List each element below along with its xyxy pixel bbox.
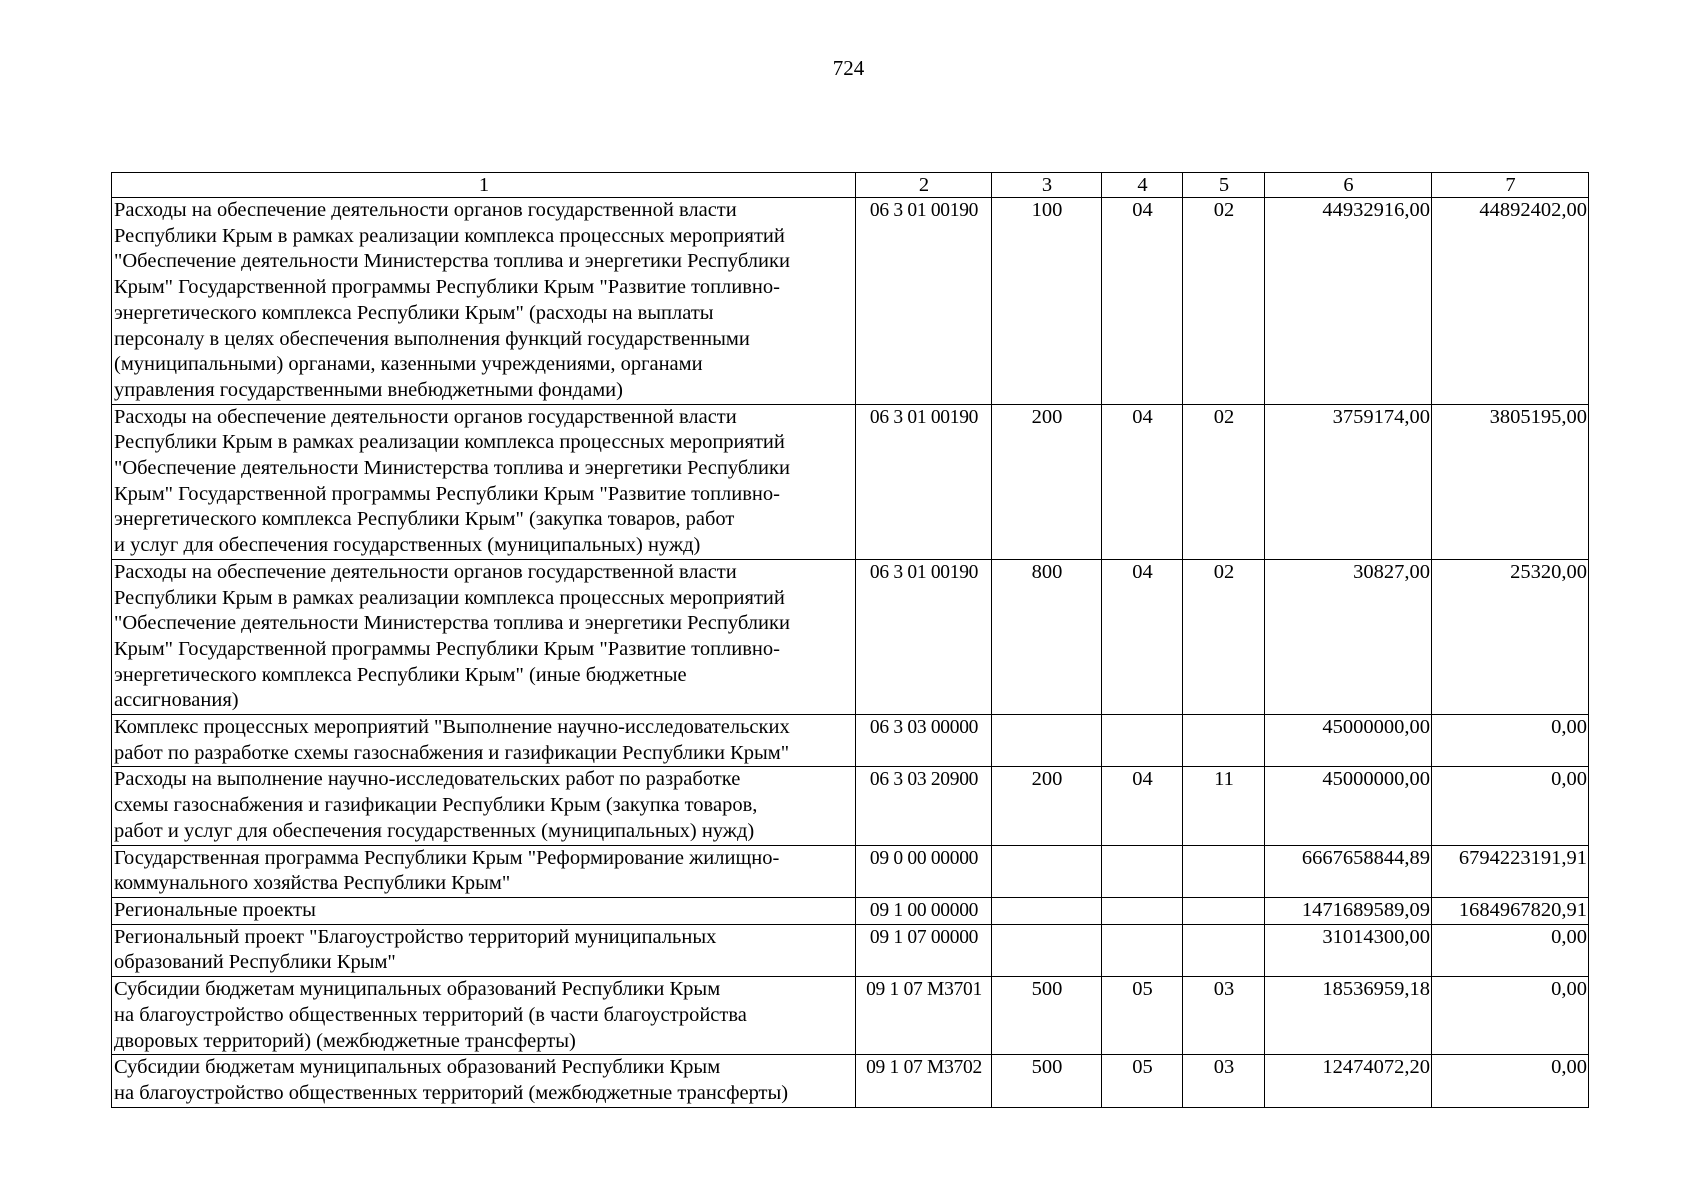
row-section: 05 <box>1102 977 1183 1055</box>
table-row <box>112 845 1589 897</box>
row-amount-col6: 12474072,20 <box>1265 1055 1432 1107</box>
row-expense-type: 800 <box>992 559 1102 714</box>
row-subsection: 11 <box>1183 767 1265 845</box>
row-description: Расходы на обеспечение деятельности органов государственной власти Республики Крым в рамках реализации комплекса процессных мероприятий "Обеспечение деятельности Министерства топлива и энергетики Республики Крым" Государственной программы Республики Крым "Развитие топливно- энергетического комплекса Республики Крым" (иные бюджетные ассигнования) <box>112 559 856 714</box>
row-section: 04 <box>1102 198 1183 405</box>
row-expense-type <box>992 715 1102 767</box>
row-amount-col6: 30827,00 <box>1265 559 1432 714</box>
column-header: 3 <box>992 173 1102 198</box>
table-row <box>112 924 1589 976</box>
row-section <box>1102 924 1183 976</box>
table-row <box>112 1055 1589 1107</box>
row-target-code: 09 1 00 00000 <box>856 897 992 924</box>
row-target-code: 09 1 07 М3702 <box>856 1055 992 1107</box>
row-description: Региональный проект "Благоустройство территорий муниципальных образований Республики Крым" <box>112 924 856 976</box>
row-amount-col7: 0,00 <box>1432 1055 1589 1107</box>
table-row <box>112 767 1589 845</box>
row-target-code: 06 3 01 00190 <box>856 198 992 405</box>
row-subsection <box>1183 845 1265 897</box>
row-description: Расходы на обеспечение деятельности органов государственной власти Республики Крым в рамках реализации комплекса процессных мероприятий "Обеспечение деятельности Министерства топлива и энергетики Республики Крым" Государственной программы Республики Крым "Развитие топливно- энергетического комплекса Республики Крым" (закупка товаров, работ и услуг для обеспечения государственных (муниципальных) нужд) <box>112 404 856 559</box>
row-subsection <box>1183 924 1265 976</box>
column-header: 1 <box>112 173 856 198</box>
row-description: Комплекс процессных мероприятий "Выполнение научно-исследовательских работ по разработке схемы газоснабжения и газификации Республики Крым" <box>112 715 856 767</box>
row-section: 04 <box>1102 767 1183 845</box>
row-description: Расходы на выполнение научно-исследовательских работ по разработке схемы газоснабжения и газификации Республики Крым (закупка товаров, работ и услуг для обеспечения государственных (муниципальных) нужд) <box>112 767 856 845</box>
row-subsection: 02 <box>1183 198 1265 405</box>
row-target-code: 06 3 01 00190 <box>856 404 992 559</box>
row-description: Субсидии бюджетам муниципальных образований Республики Крым на благоустройство общественных территорий (в части благоустройства дворовых территорий) (межбюджетные трансферты) <box>112 977 856 1055</box>
row-description: Расходы на обеспечение деятельности органов государственной власти Республики Крым в рамках реализации комплекса процессных мероприятий "Обеспечение деятельности Министерства топлива и энергетики Республики Крым" Государственной программы Республики Крым "Развитие топливно- энергетического комплекса Республики Крым" (расходы на выплаты персоналу в целях обеспечения выполнения функций государственными (муниципальными) органами, казенными учреждениями, органами управления государственными внебюджетными фондами) <box>112 198 856 405</box>
column-header: 6 <box>1265 173 1432 198</box>
row-target-code: 06 3 03 00000 <box>856 715 992 767</box>
row-subsection: 02 <box>1183 404 1265 559</box>
row-amount-col7: 1684967820,91 <box>1432 897 1589 924</box>
row-amount-col6: 6667658844,89 <box>1265 845 1432 897</box>
row-amount-col6: 45000000,00 <box>1265 715 1432 767</box>
page-number: 724 <box>832 56 865 80</box>
budget-table <box>111 172 1589 1108</box>
row-amount-col6: 31014300,00 <box>1265 924 1432 976</box>
column-header: 7 <box>1432 173 1589 198</box>
row-amount-col7: 0,00 <box>1432 767 1589 845</box>
row-target-code: 06 3 03 20900 <box>856 767 992 845</box>
row-section <box>1102 715 1183 767</box>
table-row <box>112 977 1589 1055</box>
row-target-code: 09 1 07 М3701 <box>856 977 992 1055</box>
row-amount-col6: 18536959,18 <box>1265 977 1432 1055</box>
row-amount-col7: 6794223191,91 <box>1432 845 1589 897</box>
row-amount-col6: 44932916,00 <box>1265 198 1432 405</box>
table-row <box>112 404 1589 559</box>
row-expense-type: 200 <box>992 767 1102 845</box>
row-section <box>1102 845 1183 897</box>
row-amount-col6: 3759174,00 <box>1265 404 1432 559</box>
header-row <box>112 173 1589 198</box>
row-target-code: 09 0 00 00000 <box>856 845 992 897</box>
row-expense-type: 500 <box>992 1055 1102 1107</box>
table-row <box>112 559 1589 714</box>
column-header: 4 <box>1102 173 1183 198</box>
row-expense-type <box>992 924 1102 976</box>
row-amount-col7: 0,00 <box>1432 977 1589 1055</box>
row-expense-type <box>992 845 1102 897</box>
column-header: 2 <box>856 173 992 198</box>
row-subsection <box>1183 897 1265 924</box>
row-subsection: 02 <box>1183 559 1265 714</box>
row-amount-col7: 0,00 <box>1432 715 1589 767</box>
row-amount-col7: 44892402,00 <box>1432 198 1589 405</box>
row-subsection: 03 <box>1183 977 1265 1055</box>
row-section: 04 <box>1102 404 1183 559</box>
row-subsection: 03 <box>1183 1055 1265 1107</box>
row-expense-type <box>992 897 1102 924</box>
row-expense-type: 100 <box>992 198 1102 405</box>
table-row <box>112 897 1589 924</box>
row-amount-col7: 3805195,00 <box>1432 404 1589 559</box>
row-amount-col7: 0,00 <box>1432 924 1589 976</box>
row-amount-col7: 25320,00 <box>1432 559 1589 714</box>
table-row <box>112 198 1589 405</box>
column-header: 5 <box>1183 173 1265 198</box>
row-description: Государственная программа Республики Крым "Реформирование жилищно- коммунального хозяйства Республики Крым" <box>112 845 856 897</box>
row-target-code: 09 1 07 00000 <box>856 924 992 976</box>
row-expense-type: 200 <box>992 404 1102 559</box>
row-target-code: 06 3 01 00190 <box>856 559 992 714</box>
row-description: Субсидии бюджетам муниципальных образований Республики Крым на благоустройство общественных территорий (межбюджетные трансферты) <box>112 1055 856 1107</box>
row-section: 04 <box>1102 559 1183 714</box>
row-amount-col6: 45000000,00 <box>1265 767 1432 845</box>
row-section: 05 <box>1102 1055 1183 1107</box>
row-description: Региональные проекты <box>112 897 856 924</box>
row-expense-type: 500 <box>992 977 1102 1055</box>
row-section <box>1102 897 1183 924</box>
row-amount-col6: 1471689589,09 <box>1265 897 1432 924</box>
table-row <box>112 715 1589 767</box>
row-subsection <box>1183 715 1265 767</box>
